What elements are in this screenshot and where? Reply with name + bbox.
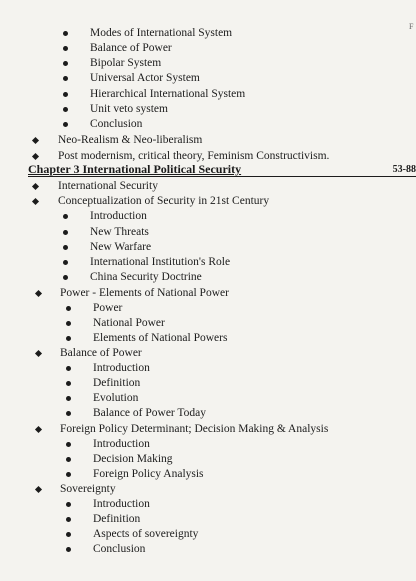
diamond-bullet-icon: [35, 426, 42, 433]
chapter-title: Chapter 3 International Political Security: [28, 162, 242, 176]
round-bullet-icon: [63, 230, 68, 235]
round-bullet-icon: [63, 46, 68, 51]
subtopic-item: Modes of International System: [90, 27, 233, 39]
round-bullet-icon: [66, 547, 71, 552]
round-bullet-icon: [63, 76, 68, 81]
round-bullet-icon: [63, 61, 68, 66]
subtopic-item: Unit veto system: [90, 103, 168, 115]
round-bullet-icon: [66, 306, 71, 311]
round-bullet-icon: [63, 245, 68, 250]
subtopic-item: Hierarchical International System: [90, 88, 246, 100]
subtopic-item: Power: [93, 302, 123, 314]
round-bullet-icon: [66, 411, 71, 416]
diamond-bullet-icon: [35, 290, 42, 297]
round-bullet-icon: [66, 517, 71, 522]
subtopic-item: Universal Actor System: [90, 72, 200, 84]
subtopic-item: Introduction: [90, 210, 147, 222]
round-bullet-icon: [66, 381, 71, 386]
chapter-heading: [28, 162, 416, 178]
round-bullet-icon: [63, 214, 68, 219]
round-bullet-icon: [63, 31, 68, 36]
round-bullet-icon: [66, 396, 71, 401]
subtopic-item: Balance of Power Today: [93, 407, 206, 419]
round-bullet-icon: [66, 321, 71, 326]
subtopic-item: Introduction: [93, 362, 150, 374]
round-bullet-icon: [66, 532, 71, 537]
diamond-bullet-icon: [32, 153, 39, 160]
topic-item: Neo-Realism & Neo-liberalism: [58, 134, 203, 146]
subtopic-item: Conclusion: [90, 118, 143, 130]
subtopic-item: New Threats: [90, 226, 149, 238]
round-bullet-icon: [66, 442, 71, 447]
subtopic-item: Introduction: [93, 438, 150, 450]
subtopic-item: International Institution's Role: [90, 256, 231, 268]
diamond-bullet-icon: [35, 350, 42, 357]
subtopic-item: New Warfare: [90, 241, 152, 253]
round-bullet-icon: [66, 502, 71, 507]
topic-item: Power - Elements of National Power: [60, 287, 229, 299]
topic-item: Balance of Power: [60, 347, 142, 359]
subtopic-item: Balance of Power: [90, 42, 172, 54]
subtopic-item: National Power: [93, 317, 165, 329]
subtopic-item: Definition: [93, 377, 141, 389]
round-bullet-icon: [66, 457, 71, 462]
corner-mark: F: [409, 22, 414, 31]
subtopic-item: Elements of National Powers: [93, 332, 228, 344]
round-bullet-icon: [63, 92, 68, 97]
chapter-page-range: 53-88: [392, 164, 416, 175]
subtopic-item: Conclusion: [93, 543, 146, 555]
topic-item: Foreign Policy Determinant; Decision Making & Analysis: [60, 423, 329, 435]
subtopic-item: China Security Doctrine: [90, 271, 202, 283]
round-bullet-icon: [66, 366, 71, 371]
subtopic-item: Definition: [93, 513, 141, 525]
diamond-bullet-icon: [32, 137, 39, 144]
subtopic-item: Foreign Policy Analysis: [93, 468, 204, 480]
topic-item: Post modernism, critical theory, Feminism Constructivism.: [58, 150, 330, 162]
diamond-bullet-icon: [35, 486, 42, 493]
round-bullet-icon: [63, 260, 68, 265]
topic-item: International Security: [58, 180, 158, 192]
round-bullet-icon: [66, 472, 71, 477]
subtopic-item: Bipolar System: [90, 57, 162, 69]
round-bullet-icon: [63, 122, 68, 127]
topic-item: Conceptualization of Security in 21st Century: [58, 195, 270, 207]
subtopic-item: Aspects of sovereignty: [93, 528, 199, 540]
chapter-rule: [28, 176, 416, 177]
round-bullet-icon: [63, 275, 68, 280]
subtopic-item: Decision Making: [93, 453, 173, 465]
diamond-bullet-icon: [32, 183, 39, 190]
diamond-bullet-icon: [32, 198, 39, 205]
subtopic-item: Introduction: [93, 498, 150, 510]
round-bullet-icon: [66, 336, 71, 341]
topic-item: Sovereignty: [60, 483, 116, 495]
round-bullet-icon: [63, 107, 68, 112]
subtopic-item: Evolution: [93, 392, 139, 404]
